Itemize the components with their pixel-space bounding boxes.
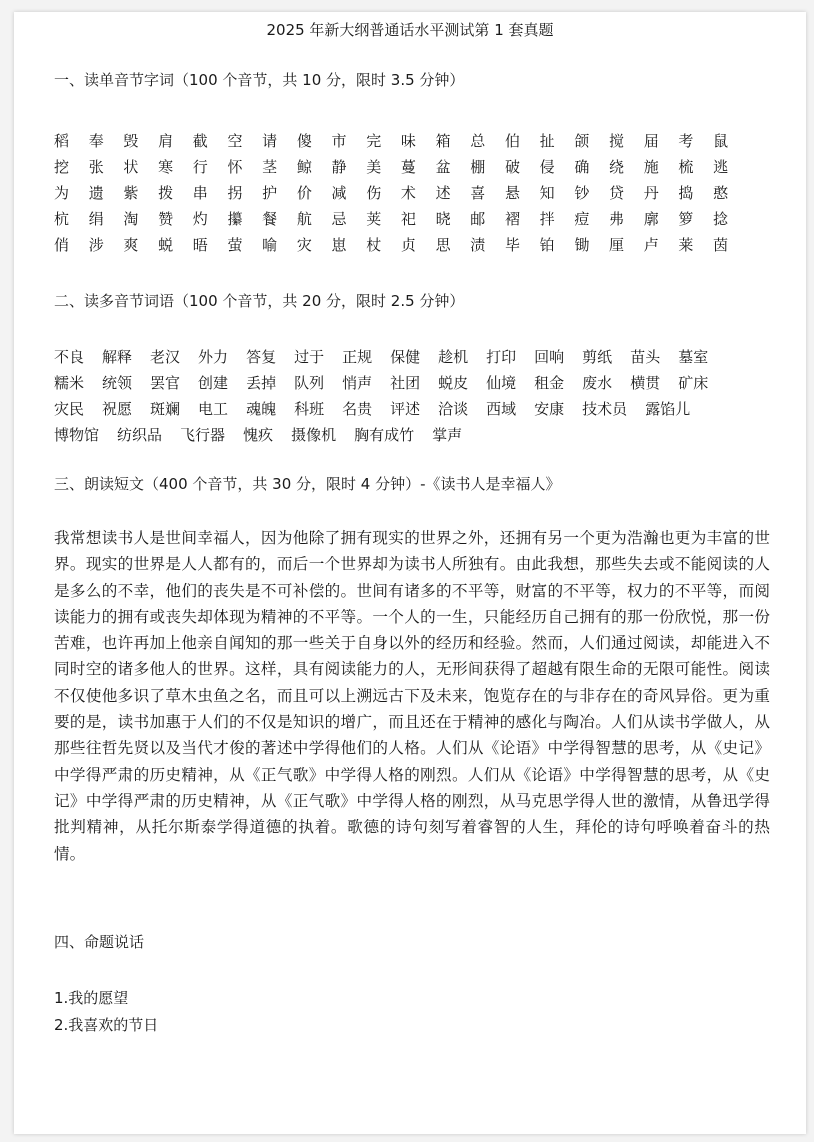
syllable-char: 完 (366, 132, 382, 150)
syllable-char: 邮 (470, 210, 486, 228)
syllable-char: 廓 (643, 210, 659, 228)
syllable-char: 晤 (192, 236, 208, 254)
syllable-char: 串 (192, 184, 208, 202)
syllable-char: 空 (227, 132, 243, 150)
syllable-char: 航 (296, 210, 312, 228)
syllable-char: 请 (262, 132, 278, 150)
reading-passage: 我常想读书人是世间幸福人，因为他除了拥有现实的世界之外，还拥有另一个更为浩瀚也更为丰富的世界。现实的世界是人人都有的，而后一个世界却为读书人所独有。由此我想，那些失去或不能阅读的人是多么的不幸，他们的丧失是不可补偿的。世间有诸多的不平等，财富的不平等，权力的不平等，而阅读能力的拥有或丧失却体现为精神的不平等。一个人的一生，只能经历自己拥有的那一份欣悦，那一份苦难，也许再加上他亲自闻知的那一些关于自身以外的经历和经验。然而，人们通过阅读，却能进入不同时空的诸多他人的世界。这样，具有阅读能力的人，无形间获得了超越有限生命的无限可能性。阅读不仅使他多识了草木虫鱼之名，而且可以上溯远古下及未来，饱览存在的与非存在的奇风异俗。更为重要的是，读书加惠于人们的不仅是知识的增广，而且还在于精神的感化与陶冶。人们从读书学做人，从那些往哲先贤以及当代才俊的著述中学得他们的人格。人们从《论语》中学得智慧的思考，从《史记》中学得严肃的历史精神，从《正气歌》中学得人格的刚烈。人们从《论语》中学得智慧的思考，从《史记》中学得严肃的历史精神，从《正气歌》中学得人格的刚烈，从马克思学得人世的激情，从鲁迅学得批判精神，从托尔斯泰学得道德的执着。歌德的诗句刻写着睿智的人生，拜伦的诗句呼唤着奋斗的热情。 (54, 529, 770, 863)
syllable-char: 茎 (262, 158, 278, 176)
word-row (54, 422, 774, 448)
multi-syllable-word: 社团 (390, 374, 421, 392)
syllable-char: 赞 (158, 210, 174, 228)
syllable-char: 考 (678, 132, 694, 150)
syllable-char: 贞 (400, 236, 416, 254)
syllable-char: 术 (400, 184, 416, 202)
syllable-char: 灾 (296, 236, 312, 254)
multi-syllable-word: 租金 (534, 374, 565, 392)
syllable-char: 卢 (643, 236, 659, 254)
syllable-char: 拌 (539, 210, 555, 228)
syllable-char: 盆 (435, 158, 451, 176)
syllable-char: 崽 (331, 236, 347, 254)
multi-syllable-word: 纺织品 (117, 426, 163, 444)
syllable-char: 贷 (609, 184, 625, 202)
syllable-char: 杭 (54, 210, 70, 228)
syllable-char: 行 (192, 158, 208, 176)
syllable-char: 挖 (54, 158, 70, 176)
multi-syllable-word: 祝愿 (102, 400, 133, 418)
document-page (14, 12, 806, 1134)
syllable-char: 攥 (227, 210, 243, 228)
syllable-char: 肩 (158, 132, 174, 150)
multi-syllable-word: 墓室 (678, 348, 709, 366)
syllable-char: 张 (88, 158, 104, 176)
syllable-char: 棚 (470, 158, 486, 176)
multi-syllable-word: 废水 (582, 374, 613, 392)
multi-syllable-word: 回响 (534, 348, 565, 366)
syllable-char: 毕 (504, 236, 520, 254)
syllable-char: 绕 (609, 158, 625, 176)
syllable-char: 遗 (88, 184, 104, 202)
multi-syllable-word: 创建 (198, 374, 229, 392)
char-row (54, 180, 748, 206)
multi-syllable-word: 老汉 (150, 348, 181, 366)
multi-syllable-word: 博物馆 (54, 426, 100, 444)
syllable-char: 铂 (539, 236, 555, 254)
syllable-char: 梳 (678, 158, 694, 176)
multi-syllable-word: 魂魄 (246, 400, 277, 418)
syllable-char: 渍 (470, 236, 486, 254)
syllable-char: 喜 (470, 184, 486, 202)
syllable-char: 拐 (227, 184, 243, 202)
syllable-char: 稻 (54, 132, 70, 150)
syllable-char: 茵 (713, 236, 729, 254)
single-syllable-grid (54, 128, 748, 258)
syllable-char: 箱 (435, 132, 451, 150)
syllable-char: 憨 (713, 184, 729, 202)
syllable-char: 述 (435, 184, 451, 202)
multi-syllable-word: 糯米 (54, 374, 85, 392)
syllable-char: 扯 (539, 132, 555, 150)
syllable-char: 晓 (435, 210, 451, 228)
syllable-char: 寒 (158, 158, 174, 176)
document-title: 2025 年新大纲普通话水平测试第 1 套真题 (266, 21, 554, 39)
syllable-char: 侵 (539, 158, 555, 176)
multi-syllable-word: 胸有成竹 (354, 426, 415, 444)
syllable-char: 逃 (713, 158, 729, 176)
syllable-char: 箩 (678, 210, 694, 228)
multi-syllable-word: 露馅儿 (645, 400, 691, 418)
multi-syllable-word: 保健 (390, 348, 421, 366)
syllable-char: 奉 (88, 132, 104, 150)
multi-syllable-word: 蜕皮 (438, 374, 469, 392)
speaking-topic-2: 2.我喜欢的节日 (54, 1016, 159, 1034)
syllable-char: 减 (331, 184, 347, 202)
syllable-char: 蜕 (158, 236, 174, 254)
syllable-char: 褶 (504, 210, 520, 228)
multi-syllable-word: 过于 (294, 348, 325, 366)
syllable-char: 弗 (609, 210, 625, 228)
word-row (54, 344, 774, 370)
multi-syllable-word: 科班 (294, 400, 325, 418)
syllable-char: 忌 (331, 210, 347, 228)
syllable-char: 悬 (504, 184, 520, 202)
syllable-char: 淘 (123, 210, 139, 228)
syllable-char: 萤 (227, 236, 243, 254)
syllable-char: 搅 (609, 132, 625, 150)
syllable-char: 紫 (123, 184, 139, 202)
syllable-char: 状 (123, 158, 139, 176)
syllable-char: 颌 (574, 132, 590, 150)
multi-syllable-grid (54, 344, 774, 448)
multi-syllable-word: 队列 (294, 374, 325, 392)
syllable-char: 价 (296, 184, 312, 202)
section-3-heading: 三、朗读短文（400 个音节，共 30 分，限时 4 分钟）-《读书人是幸福人》 (54, 475, 561, 493)
multi-syllable-word: 名贵 (342, 400, 373, 418)
multi-syllable-word: 正规 (342, 348, 373, 366)
syllable-char: 杖 (366, 236, 382, 254)
multi-syllable-word: 仙境 (486, 374, 517, 392)
syllable-char: 截 (192, 132, 208, 150)
multi-syllable-word: 西域 (486, 400, 517, 418)
multi-syllable-word: 灾民 (54, 400, 85, 418)
speaking-topic-1: 1.我的愿望 (54, 989, 129, 1007)
multi-syllable-word: 悄声 (342, 374, 373, 392)
section-1-heading: 一、读单音节字词（100 个音节，共 10 分，限时 3.5 分钟） (54, 71, 465, 89)
multi-syllable-word: 矿床 (678, 374, 709, 392)
syllable-char: 伤 (366, 184, 382, 202)
syllable-char: 傻 (296, 132, 312, 150)
word-row (54, 396, 774, 422)
multi-syllable-word: 趁机 (438, 348, 469, 366)
syllable-char: 确 (574, 158, 590, 176)
multi-syllable-word: 不良 (54, 348, 85, 366)
char-row (54, 206, 748, 232)
multi-syllable-word: 打印 (486, 348, 517, 366)
section-4-heading: 四、命题说话 (54, 933, 145, 951)
syllable-char: 总 (470, 132, 486, 150)
syllable-char: 拨 (158, 184, 174, 202)
multi-syllable-word: 苗头 (630, 348, 661, 366)
multi-syllable-word: 摄像机 (291, 426, 337, 444)
syllable-char: 莱 (678, 236, 694, 254)
syllable-char: 蔓 (400, 158, 416, 176)
syllable-char: 锄 (574, 236, 590, 254)
multi-syllable-word: 评述 (390, 400, 421, 418)
multi-syllable-word: 罢官 (150, 374, 181, 392)
syllable-char: 钞 (574, 184, 590, 202)
syllable-char: 鲸 (296, 158, 312, 176)
syllable-char: 灼 (192, 210, 208, 228)
multi-syllable-word: 技术员 (582, 400, 628, 418)
syllable-char: 爽 (123, 236, 139, 254)
syllable-char: 厘 (609, 236, 625, 254)
syllable-char: 怀 (227, 158, 243, 176)
section-2-heading: 二、读多音节词语（100 个音节，共 20 分，限时 2.5 分钟） (54, 292, 465, 310)
word-row (54, 370, 774, 396)
multi-syllable-word: 洽谈 (438, 400, 469, 418)
syllable-char: 为 (54, 184, 70, 202)
syllable-char: 鼠 (713, 132, 729, 150)
syllable-char: 味 (400, 132, 416, 150)
syllable-char: 俏 (54, 236, 70, 254)
syllable-char: 捣 (678, 184, 694, 202)
syllable-char: 破 (504, 158, 520, 176)
syllable-char: 思 (435, 236, 451, 254)
multi-syllable-word: 剪纸 (582, 348, 613, 366)
syllable-char: 喻 (262, 236, 278, 254)
multi-syllable-word: 安康 (534, 400, 565, 418)
syllable-char: 捻 (713, 210, 729, 228)
syllable-char: 祀 (400, 210, 416, 228)
multi-syllable-word: 斑斓 (150, 400, 181, 418)
syllable-char: 毁 (123, 132, 139, 150)
char-row (54, 128, 748, 154)
multi-syllable-word: 掌声 (432, 426, 463, 444)
multi-syllable-word: 电工 (198, 400, 229, 418)
syllable-char: 美 (366, 158, 382, 176)
syllable-char: 市 (331, 132, 347, 150)
multi-syllable-word: 丢掉 (246, 374, 277, 392)
multi-syllable-word: 统领 (102, 374, 133, 392)
syllable-char: 痘 (574, 210, 590, 228)
syllable-char: 届 (643, 132, 659, 150)
char-row (54, 232, 748, 258)
syllable-char: 施 (643, 158, 659, 176)
syllable-char: 伯 (504, 132, 520, 150)
multi-syllable-word: 横贯 (630, 374, 661, 392)
syllable-char: 餐 (262, 210, 278, 228)
multi-syllable-word: 愧疚 (243, 426, 274, 444)
multi-syllable-word: 解释 (102, 348, 133, 366)
multi-syllable-word: 外力 (198, 348, 229, 366)
syllable-char: 荚 (366, 210, 382, 228)
syllable-char: 涉 (88, 236, 104, 254)
syllable-char: 绢 (88, 210, 104, 228)
syllable-char: 知 (539, 184, 555, 202)
multi-syllable-word: 答复 (246, 348, 277, 366)
multi-syllable-word: 飞行器 (180, 426, 226, 444)
char-row (54, 154, 748, 180)
syllable-char: 静 (331, 158, 347, 176)
syllable-char: 丹 (643, 184, 659, 202)
syllable-char: 护 (262, 184, 278, 202)
